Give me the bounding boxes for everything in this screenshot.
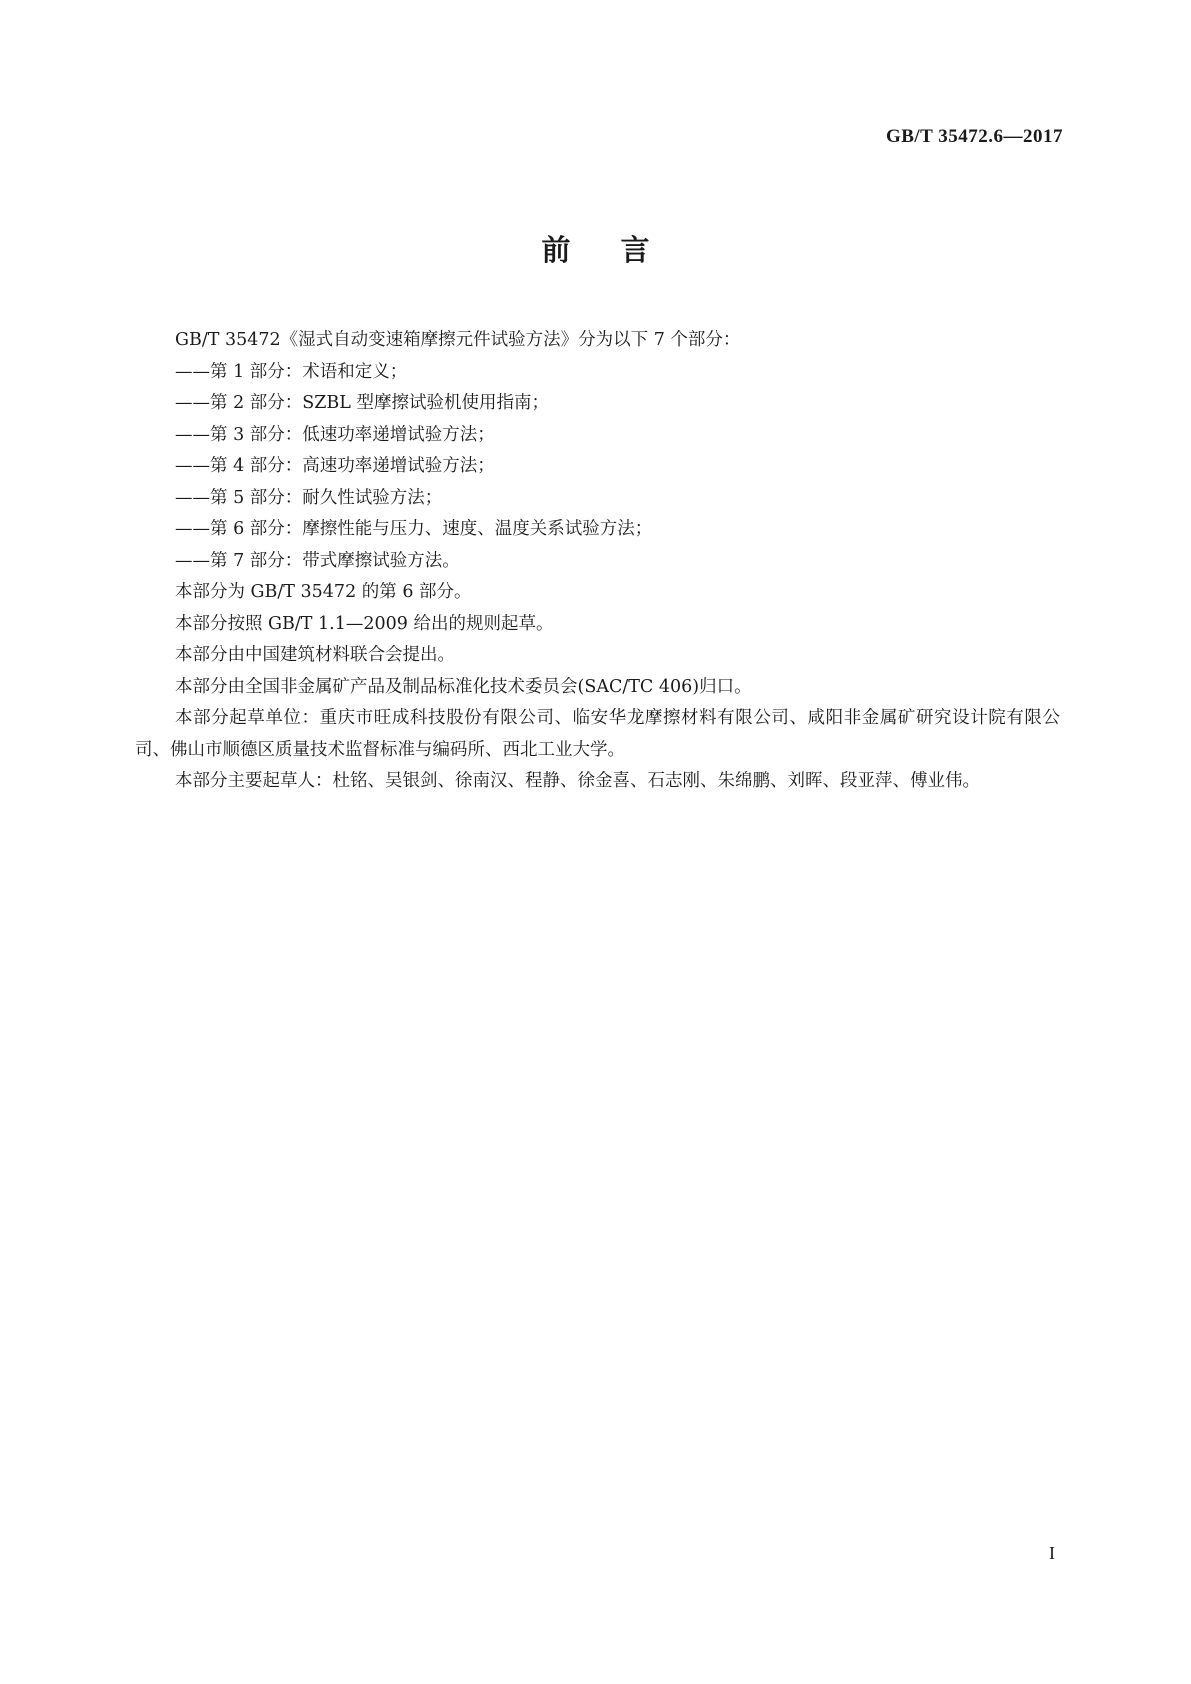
document-body (135, 325, 1060, 798)
list-item: ——第 1 部分：术语和定义； (175, 361, 408, 382)
list-item: ——第 3 部分：低速功率递增试验方法； (175, 424, 495, 445)
list-item: ——第 6 部分：摩擦性能与压力、速度、温度关系试验方法； (175, 519, 653, 539)
page-number: I (1049, 1543, 1055, 1563)
list-item: ——第 2 部分：SZBL 型摩擦试验机使用指南； (175, 393, 549, 413)
list-item: ——第 4 部分：高速功率递增试验方法； (175, 456, 495, 476)
standard-number: GB/T 35472.6—2017 (885, 126, 1063, 147)
drafting-rules-paragraph: 本部分按照 GB/T 1.1—2009 给出的规则起草。 (175, 613, 554, 634)
main-drafters-paragraph: 本部分主要起草人：杜铭、吴银剑、徐南汉、程静、徐金喜、石志刚、朱绵鹏、刘晖、段亚萍、傅业伟。 (175, 771, 980, 791)
this-part-paragraph: 本部分为 GB/T 35472 的第 6 部分。 (175, 582, 472, 602)
proposed-by-paragraph: 本部分由中国建筑材料联合会提出。 (175, 645, 455, 665)
drafting-units-paragraph: 本部分起草单位：重庆市旺成科技股份有限公司、临安华龙摩擦材料有限公司、咸阳非金属矿研究设计院有限公司、佛山市顺德区质量技术监督标准与编码所、西北工业大学。 (135, 708, 1060, 760)
intro-paragraph: GB/T 35472《湿式自动变速箱摩擦元件试验方法》分为以下 7 个部分： (175, 330, 741, 350)
parts-list (135, 357, 1060, 578)
jurisdiction-paragraph: 本部分由全国非金属矿产品及制品标准化技术委员会(SAC/TC 406)归口。 (175, 676, 752, 697)
list-item: ——第 7 部分：带式摩擦试验方法。 (175, 550, 460, 571)
page-title: 前言 (541, 233, 700, 267)
list-item: ——第 5 部分：耐久性试验方法； (175, 487, 443, 508)
